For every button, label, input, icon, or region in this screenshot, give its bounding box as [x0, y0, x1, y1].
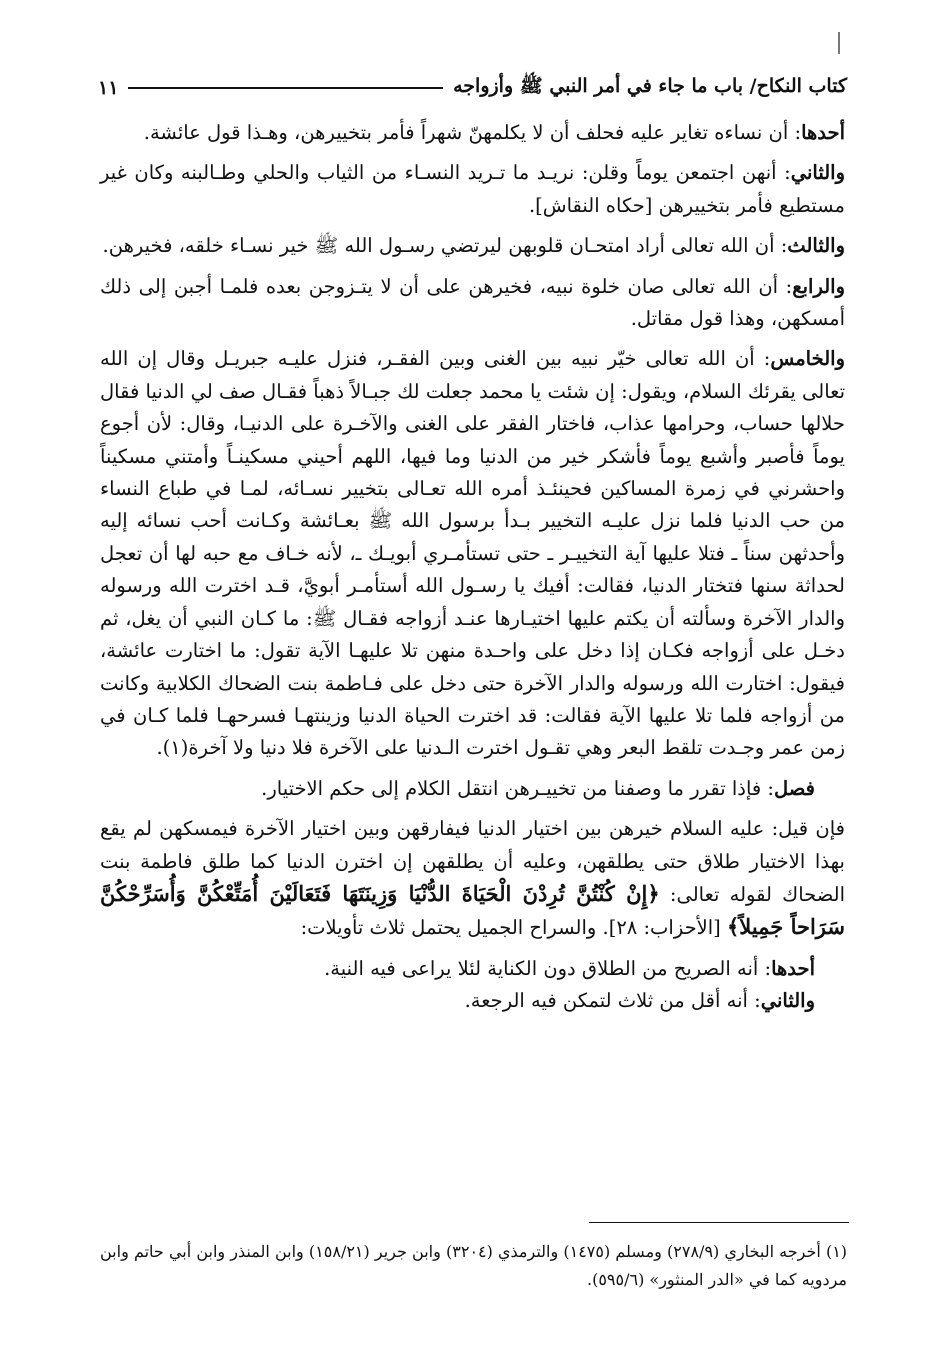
interpretation-text: : أنه أقل من ثلاث لتمكن فيه الرجعة.: [464, 989, 761, 1013]
paragraph-lead: والثاني: [790, 161, 845, 185]
question-paragraph: [100, 813, 845, 945]
paragraph-lead: والخامس: [770, 347, 845, 371]
paragraph-text: : أنهن اجتمعن يوماً وقلن: نريـد ما تـريد النسـاء من الثياب والحلي وطـالبنه وكان غير مستطيع فأمر بتخييرهن [حكاه النقاش].: [100, 161, 845, 217]
main-text: [100, 117, 845, 1018]
header-rule: [128, 87, 443, 89]
paragraph-text: : أن الله تعالى خيّر نبيه بين الغنى وبين الفقـر، فنزل عليـه جبريـل وقال إن الله تعالى يقرئك السلام، ويقول: إن شئت يا محمد جعلت لك جبـالاً ذهباً فقـال صف لي الدنيا فقال حلالها حساب، وحرامها عذاب، فاختار الفقر على الغنى والآخـرة على الدنيـا، وقال: لأن أجوع يوماً فأصبر وأشبع يوماً فأشكر خير من الدنيا وما فيها، اللهم أحيني مسكينـاً وأمتني مسكيناً واحشرني في زمرة المساكين فحينئـذ أمره الله تعـالى بتخيير نسـائه، لمـا في طباع النساء من حب الدنيا فلما نزل عليـه التخيير بـدأ برسول الله ﷺ بعـائشة وكـانت أحب نسائه إليه وأحدثهن سناً ـ فتلا عليها آية التخييـر ـ حتى تستأمـري أبويـك ـ، لأنه خـاف مع حبه لها أن تعجل لحداثة سنها فتختار الدنيا، فقالت: أفيك يا رسـول الله أستأمـر أبويَّ، قـد اخترت الله ورسوله والدار الآخرة وسألته أن يكتم عليها اختيـارها عنـد أزواجه فقـال ﷺ: ما كـان النبي أن يغل، ثم دخـل على أزواجه فكـان إذا دخل على واحـدة منهن تلا عليهـا الآية تقول: ما اختارت عائشة، فيقول: اختارت الله ورسوله والدار الآخرة حتى دخل على فـاطمة بنت الضحاك الكلابية وكانت من أزواجه فلما تلا عليها الآية فقالت: قد اخترت الحياة الدنيا وزينتهـا فسرحهـا فلما كـان في زمن عمر وجـدت تلقط البعر وهي تقـول اخترت الـدنيا على الآخرة فلا دنيا ولا آخرة(١).: [100, 347, 845, 760]
paragraph-text: : أن الله تعالى أراد امتحـان قلوبهن ليرتضي رسـول الله ﷺ خير نسـاء خلقه، فخيرهن.: [102, 234, 788, 258]
fasl-lead: فصل: [774, 776, 815, 800]
interpretation-lead: والثاني: [760, 989, 815, 1013]
quran-verse: ﴿إِنْ كُنْتُنَّ تُرِدْنَ الْحَيَاةَ الدُّنْيَا وَزِينَتَهَا فَتَعَالَيْنَ أُمَتِّعْكُنَّ وَأُسَرِّحْكُنَّ سَرَاحاً جَمِيلاً﴾: [100, 880, 845, 940]
page-number: ١١: [98, 77, 119, 99]
paragraph-second: [100, 157, 845, 222]
question-text-after: [الأحزاب: ٢٨]. والسراح الجميل يحتمل ثلاث تأويلات:: [300, 916, 727, 940]
footnote: (١) أخرجه البخاري (٢٧٨/٩) ومسلم (١٤٧٥) والترمذي (٣٢٠٤) وابن جرير (١٥٨/٢١) وابن المنذر وابن أبي حاتم وابن مردويه كما في «الدر المنثور» (٥٩٥/٦).: [100, 1242, 848, 1289]
paragraph-fifth: [100, 343, 845, 764]
header-title: كتاب النكاح/ باب ما جاء في أمر النبي ﷺ وأزواجه: [453, 75, 847, 97]
paragraph-fourth: [100, 271, 845, 336]
interpretation-second: [100, 985, 845, 1017]
interpretation-text: : أنه الصريح من الطلاق دون الكناية لئلا يراعى فيه النية.: [324, 956, 772, 980]
question-text: فإن قيل: عليه السلام خيرهن بين اختيار الدنيا فيفارقهن وبين اختيار الآخرة فيمسكهن لم يقع بهذا الاختيار طلاق حتى يطلقهن، وعليه أن يطلقهن إن اخترن الدنيا كما طلق فاطمة بنت الضحاك لقوله تعالى:: [100, 817, 845, 906]
scan-mark: [838, 32, 840, 54]
paragraph-third: [100, 230, 845, 262]
paragraph-text: : أن نساءه تغاير عليه فحلف أن لا يكلمهنّ شهراً فأمر بتخييرهن، وهـذا قول عائشة.: [143, 121, 802, 144]
footnote-rule: [589, 1222, 849, 1223]
fasl-text: : فإذا تقرر ما وصفنا من تخييـرهن انتقل الكلام إلى حكم الاختيار.: [261, 776, 774, 800]
paragraph-lead: أحدها: [801, 121, 845, 144]
paragraph-lead: والرابع: [792, 274, 845, 298]
paragraph-first: [100, 117, 845, 149]
running-header: [98, 70, 847, 106]
interpretation-lead: أحدها: [771, 956, 815, 980]
section-fasl: [100, 773, 845, 805]
interpretation-first: [100, 953, 845, 985]
paragraph-text: : أن الله تعالى صان خلوة نبيه، فخيرهن على أن لا يتـزوجن بعده فلمـا أجبن إلى ذلك أمسكهن، وهذا قول مقاتل.: [100, 274, 845, 331]
paragraph-lead: والثالث: [787, 234, 845, 258]
